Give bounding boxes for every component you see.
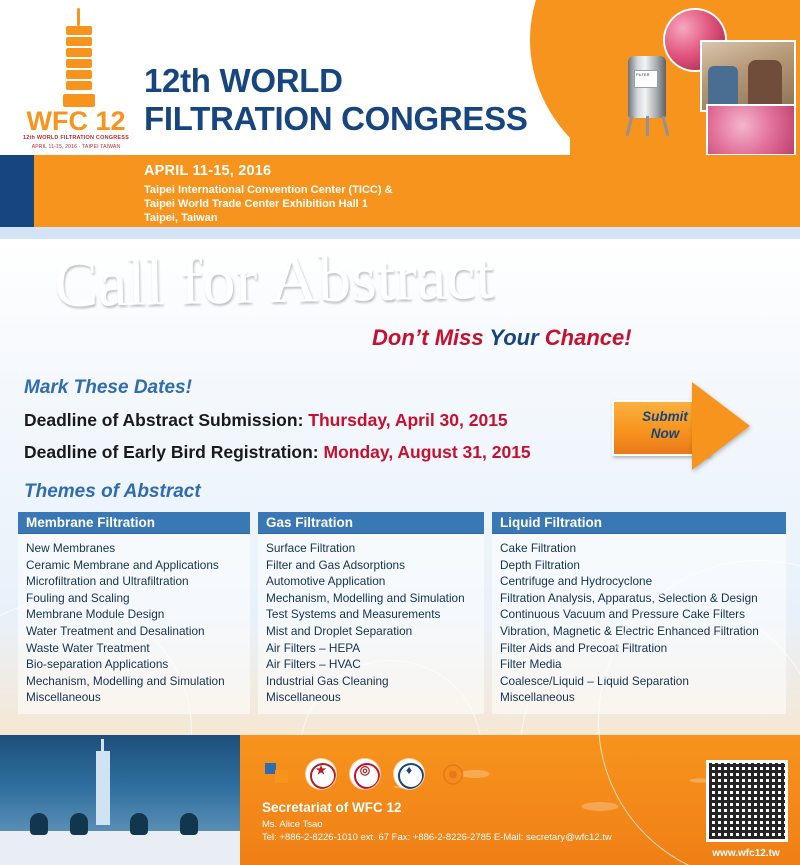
deadline-2-label: Deadline of Early Bird Registration: — [24, 442, 319, 462]
congress-title — [144, 62, 528, 138]
list-item: Test Systems and Measurements — [266, 607, 441, 622]
list-item: Miscellaneous — [266, 690, 341, 705]
venue-line-3: Taipei, Taiwan — [144, 212, 218, 224]
tagline-part-1: Don’t Miss — [372, 325, 490, 350]
list-item: Air Filters – HVAC — [266, 657, 361, 672]
list-item: Air Filters – HEPA — [266, 640, 361, 655]
exhibition-photo — [700, 40, 796, 112]
tagline — [372, 325, 632, 351]
secretariat-contact-name: Ms. Alice Tsao — [262, 819, 323, 830]
website-label[interactable]: www.wfc12.tw — [712, 848, 780, 859]
taipei-101-icon — [66, 12, 92, 108]
theme-list — [258, 534, 484, 714]
list-item: Miscellaneous — [500, 690, 575, 705]
list-item: Water Treatment and Desalination — [26, 623, 205, 638]
list-item: Mechanism, Modelling and Simulation — [266, 590, 465, 605]
secretariat-contact-line: Tel: +886-2-8226-1010 ext. 67 Fax: +886-2-8226-2785 E-Mail: secretary@wfc12.tw — [262, 832, 612, 843]
deadline-1-label: Deadline of Abstract Submission: — [24, 410, 304, 430]
list-item: Depth Filtration — [500, 557, 580, 572]
logo-acronym: WFC 12 — [26, 106, 126, 136]
secretariat-block — [262, 800, 612, 844]
tagline-part-2: Your — [489, 325, 545, 350]
venue-line-1: Taipei International Convention Center (TICC) & — [144, 184, 393, 196]
housing-label: FILTER — [634, 70, 658, 88]
list-item: New Membranes — [26, 541, 116, 555]
list-item: Mechanism, Modelling and Simulation — [26, 673, 225, 688]
date-venue-text — [144, 163, 393, 225]
list-item: Miscellaneous — [26, 690, 101, 705]
list-item: Microfiltration and Ultrafiltration — [26, 574, 189, 589]
list-item: Industrial Gas Cleaning — [266, 673, 389, 688]
list-item: Membrane Module Design — [26, 607, 165, 622]
submit-now-button[interactable] — [612, 378, 762, 480]
secretariat-title: Secretariat of WFC 12 — [262, 800, 402, 815]
list-item: Filter Media — [500, 657, 562, 672]
themes-heading: Themes of Abstract — [24, 481, 201, 502]
theme-list — [18, 534, 250, 714]
list-item: Vibration, Magnetic & Electric Enhanced Filtration — [500, 623, 759, 638]
theme-column-title: Liquid Filtration — [492, 512, 786, 534]
list-item: Bio-separation Applications — [26, 657, 169, 672]
orchid-photo-bottom — [706, 104, 796, 155]
deadline-2-value: Monday, August 31, 2015 — [323, 442, 531, 462]
deadline-early-bird — [24, 442, 531, 463]
qr-code-icon[interactable] — [706, 760, 788, 842]
list-item: Waste Water Treatment — [26, 640, 150, 655]
sponsor-figure-icon: ⦿ — [441, 763, 464, 788]
list-item: Surface Filtration — [266, 541, 356, 555]
theme-column-gas — [258, 512, 484, 714]
list-item: Continuous Vacuum and Pressure Cake Filters — [500, 607, 746, 622]
theme-column-title: Membrane Filtration — [18, 512, 250, 534]
theme-column-membrane — [18, 512, 250, 714]
theme-column-title: Gas Filtration — [258, 512, 484, 534]
mark-these-dates-heading: Mark These Dates! — [24, 377, 192, 398]
congress-title-line2: FILTRATION CONGRESS — [144, 100, 528, 137]
list-item: Mist and Droplet Separation — [266, 623, 413, 638]
list-item: Centrifuge and Hydrocyclone — [500, 574, 653, 589]
deadline-1-value: Thursday, April 30, 2015 — [308, 410, 508, 430]
date-venue-bar — [0, 155, 800, 239]
list-item: Filter and Gas Adsorptions — [266, 557, 406, 572]
filter-housing-icon — [620, 52, 676, 136]
sponsor-mark-icon — [262, 759, 292, 789]
logo-subtitle-1: 12th WORLD FILTRATION CONGRESS — [22, 135, 129, 141]
tagline-part-3: Chance! — [544, 325, 632, 350]
list-item: Coalesce/Liquid – Liquid Separation — [500, 673, 689, 688]
call-for-abstract-title: Call for Abstract — [53, 239, 495, 322]
list-item: Cake Filtration — [500, 541, 577, 555]
sponsor-seal-navy-icon: ♦ — [394, 759, 424, 789]
deadline-abstract-submission — [24, 410, 508, 431]
sponsor-seal-red-icon: ★ — [306, 759, 336, 789]
list-item: Filtration Analysis, Apparatus, Selection & Design — [500, 590, 758, 605]
wfc12-logo — [16, 8, 136, 158]
congress-dates: APRIL 11-15, 2016 — [144, 163, 272, 179]
venue-line-2: Taipei World Trade Center Exhibition Hall 1 — [144, 198, 368, 210]
list-item: Fouling and Scaling — [26, 590, 130, 605]
list-item: Ceramic Membrane and Applications — [26, 557, 219, 572]
sponsor-seal-blue-icon: ◎ — [350, 759, 380, 789]
logo-subtitle-2: APRIL 11-15, 2016 · TAIPEI TAIWAN — [31, 144, 121, 150]
list-item: Filter Aids and Precoat Filtration — [500, 640, 668, 655]
list-item: Automotive Application — [266, 574, 386, 589]
congress-title-line1: 12th WORLD — [144, 62, 343, 99]
light-blue-band — [0, 227, 800, 239]
submit-label-line1: Submit — [642, 409, 688, 424]
submit-label-line2: Now — [650, 426, 680, 441]
submit-now-label — [622, 408, 708, 442]
sponsor-logos — [262, 757, 468, 791]
